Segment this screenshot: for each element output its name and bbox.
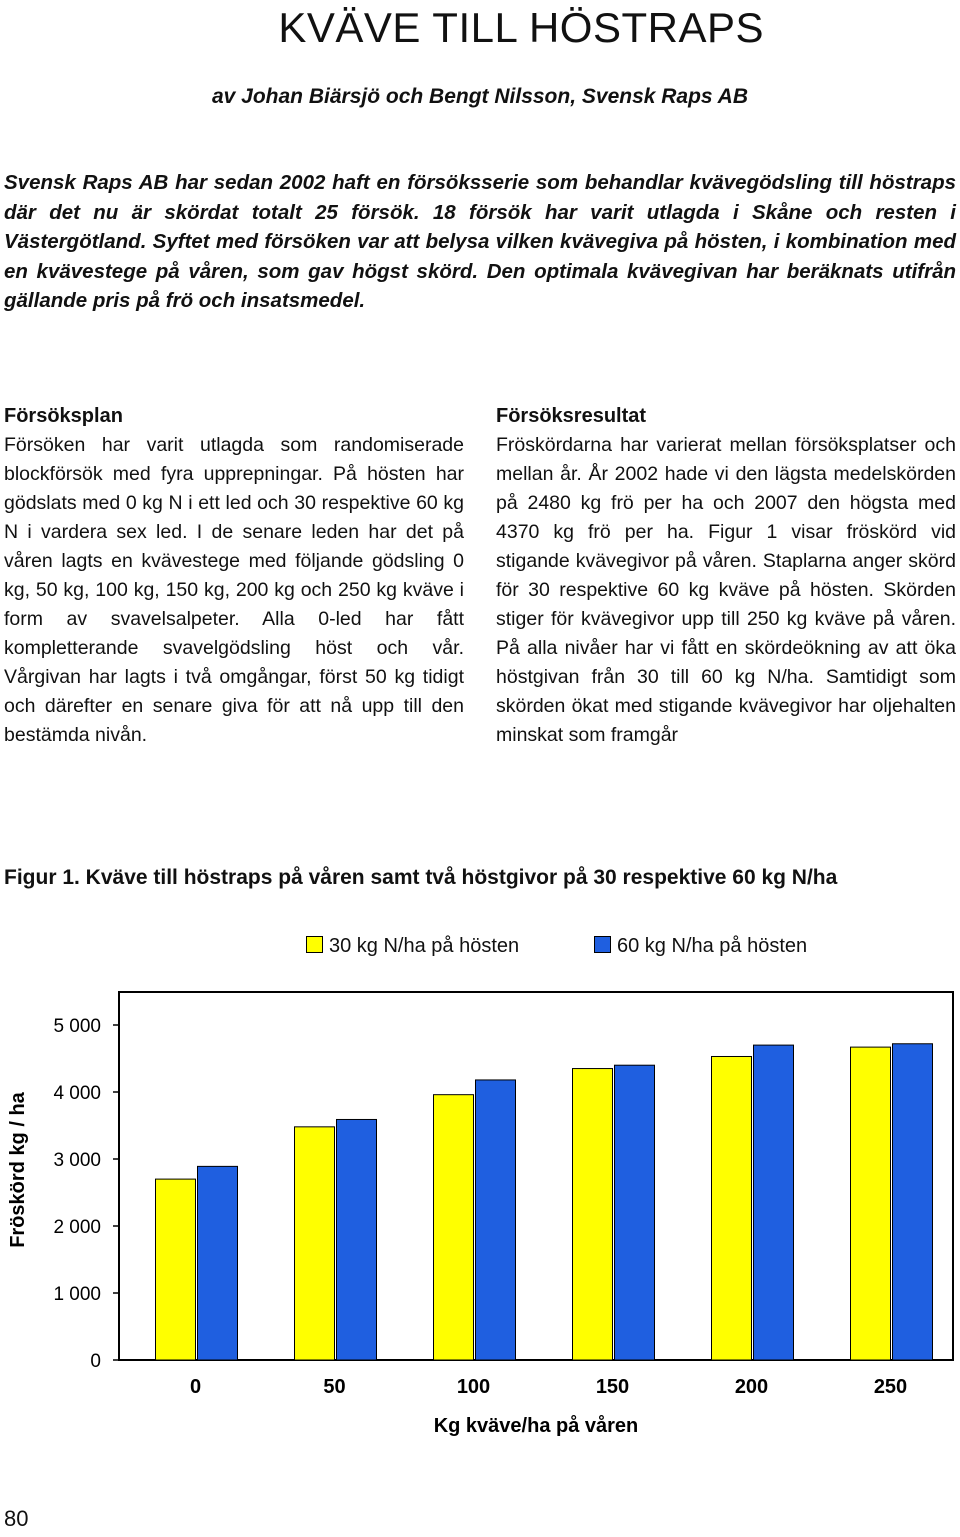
intro-paragraph: Svensk Raps AB har sedan 2002 haft en försöksserie som behandlar kvävegödsling till höstraps där det nu är skördat totalt 25 försök. 18 försök har varit utlagda i Skåne och resten i Västergötland. Syftet med försöken var att belysa vilken kvävegiva på hösten, i kombination med en kvävestege på våren, som gav högst skörd. Den optimala kvävegivan har beräknats utifrån gällande pris på frö och insatsmedel. [4, 171, 956, 312]
left-column-text: Försöken har varit utlagda som randomiserade blockförsök med fyra upprepningar. På hösten har gödslats med 0 kg N i ett led och 30 respektive 60 kg N i vardera sex led. I de senare leden har det på våren lagts en kvävestege med följande gödsling 0 kg, 50 kg, 100 kg, 150 kg, 200 kg och 250 kg kväve i form av svavelsalpeter. Alla 0-led har fått kompletterande svavelgödsling höst och vår. Vårgivan har lagts i två omgångar, först 50 kg tidigt och därefter en senare giva för att nå upp till den bestämda nivån. [4, 434, 464, 746]
left-column [4, 402, 464, 750]
bar-series-2-250 [893, 1044, 933, 1360]
legend-swatch-series-1 [306, 936, 323, 953]
y-tick-label: 0 [90, 1351, 101, 1372]
figure-caption: Figur 1. Kväve till höstraps på våren samt två höstgivor på 30 respektive 60 kg N/ha [4, 866, 838, 889]
bar-chart [0, 980, 960, 1480]
x-tick-label: 100 [456, 1376, 491, 1398]
x-tick-label: 250 [873, 1376, 908, 1398]
legend-label-series-2: 60 kg N/ha på hösten [617, 935, 808, 957]
x-tick-label: 50 [323, 1376, 346, 1398]
bar-series-2-0 [198, 1166, 238, 1360]
y-tick-label: 4 000 [53, 1083, 101, 1104]
bar-series-1-200 [712, 1056, 752, 1360]
page-title: KVÄVE TILL HÖSTRAPS [278, 4, 764, 51]
legend-label-series-1: 30 kg N/ha på hösten [329, 935, 520, 957]
left-column-heading: Försöksplan [4, 405, 123, 427]
bar-series-2-200 [754, 1045, 794, 1360]
right-column-text: Fröskördarna har varierat mellan försöksplatser och mellan år. År 2002 hade vi den lägsta medelskörden på 2480 kg frö per ha och 2007 den högsta med 4370 kg frö per ha. Figur 1 visar fröskörd vid stigande kvävegivor på våren. Staplarna anger skörd för 30 respektive 60 kg kväve på hösten. Skörden stiger för kvävegivor upp till 250 kg kväve på våren. På alla nivåer har vi fått en skördeökning av att öka höstgivan från 30 till 60 kg N/ha. Samtidigt som skörden ökat med stigande kvävegivor har oljehalten minskat som framgår [496, 434, 956, 746]
page-number: 80 [4, 1506, 29, 1531]
bar-series-1-50 [295, 1127, 335, 1360]
y-tick-label: 5 000 [53, 1016, 101, 1037]
right-column [496, 402, 956, 750]
bar-series-2-100 [476, 1080, 516, 1360]
y-axis-label: Fröskörd kg / ha [7, 1092, 29, 1248]
right-column-heading: Försöksresultat [496, 405, 647, 427]
bar-series-1-0 [156, 1179, 196, 1360]
bar-series-1-100 [434, 1095, 474, 1360]
legend-swatch-series-2 [594, 936, 611, 953]
y-tick-label: 2 000 [53, 1217, 101, 1238]
x-tick-label: 200 [734, 1376, 769, 1398]
plot-frame [119, 992, 953, 1360]
x-axis-label: Kg kväve/ha på våren [433, 1415, 639, 1437]
legend-item-series-1 [306, 935, 519, 958]
legend-item-series-2 [594, 935, 807, 958]
bar-series-1-250 [851, 1047, 891, 1360]
bar-series-1-150 [573, 1069, 613, 1360]
y-tick-label: 1 000 [53, 1284, 101, 1305]
bar-series-2-50 [337, 1119, 377, 1360]
y-tick-label: 3 000 [53, 1150, 101, 1171]
byline: av Johan Biärsjö och Bengt Nilsson, Svensk Raps AB [211, 85, 749, 108]
x-tick-label: 150 [595, 1376, 630, 1398]
x-tick-label: 0 [189, 1376, 202, 1398]
bar-series-2-150 [615, 1065, 655, 1360]
